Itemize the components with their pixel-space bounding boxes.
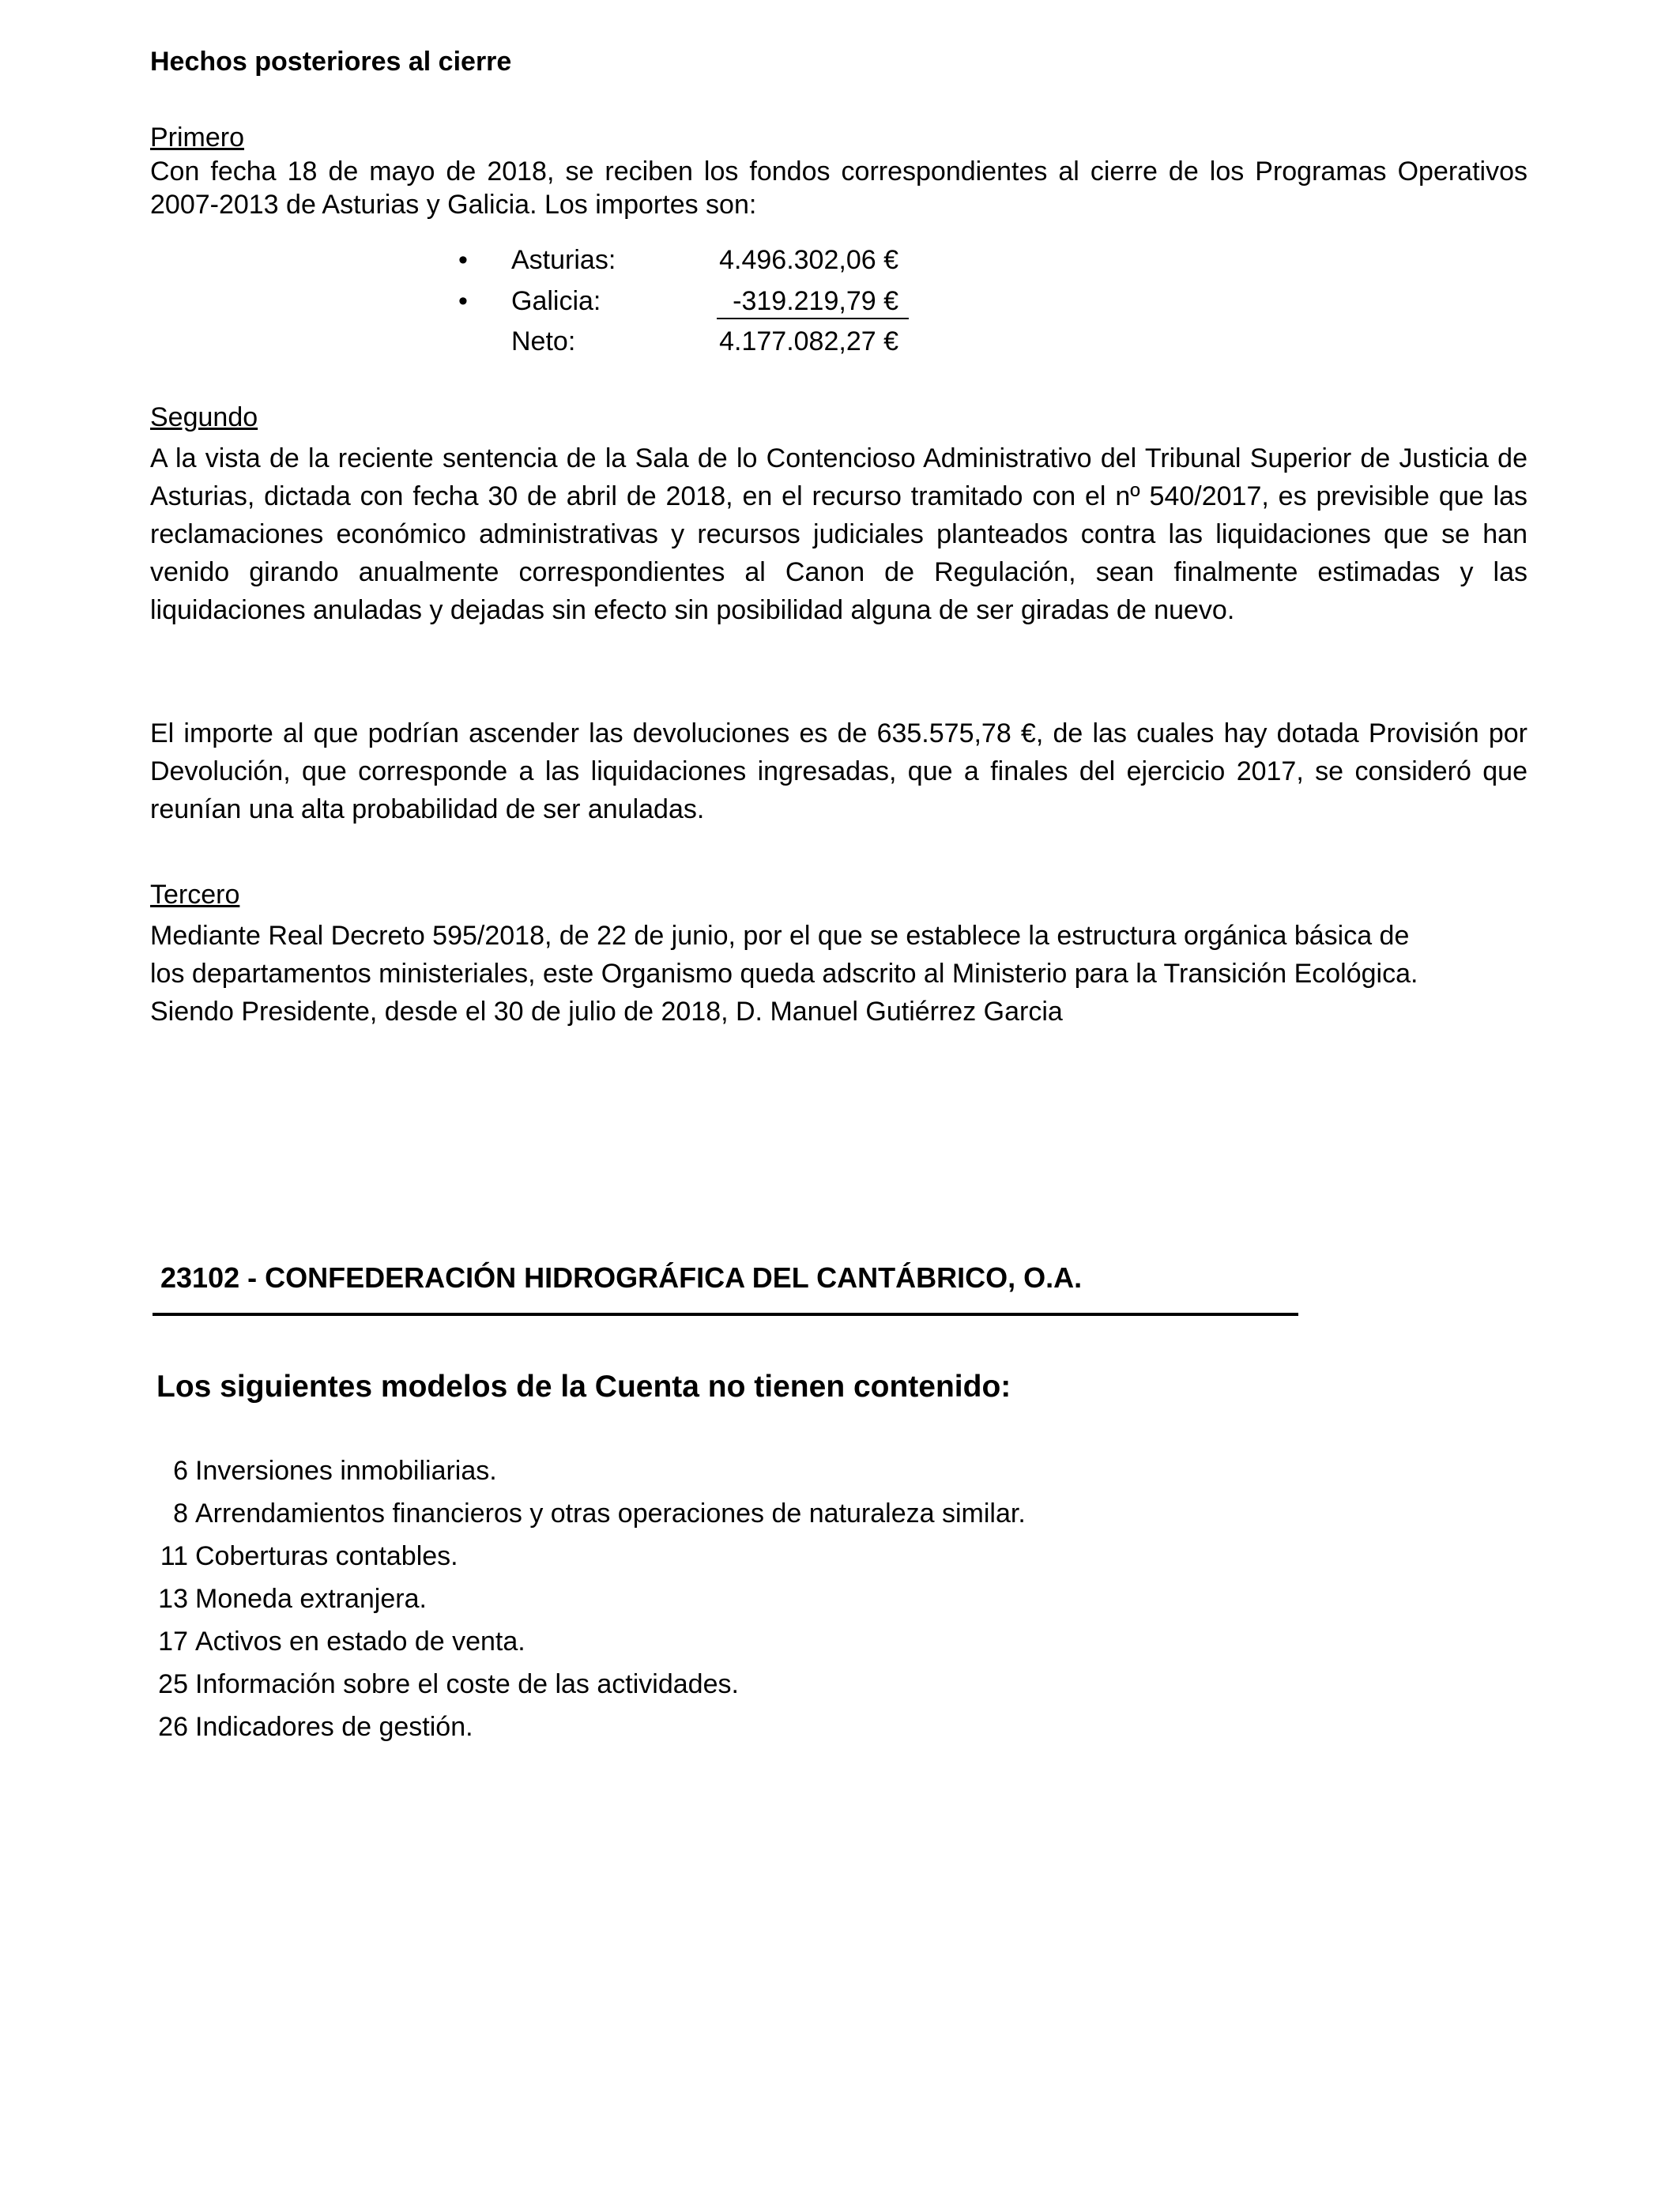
amount-row-neto [458,324,932,359]
item-number: 25 [158,1669,188,1699]
item-number: 17 [158,1627,188,1657]
heading-tercero: Tercero [150,880,240,910]
item-text: Moneda extranjera. [195,1584,427,1614]
amount-row-galicia [458,284,932,319]
bullet-icon: • [458,245,468,275]
amount-label: Asturias: [511,245,616,275]
list-item [142,1663,1026,1706]
paragraph-primero: Con fecha 18 de mayo de 2018, se reciben los fondos correspondientes al cierre de los Programas Operativos 2007-2013 de Asturias y Galicia. Los importes son: [150,156,1527,220]
list-item [142,1449,1026,1492]
amount-value: 4.177.082,27 € [719,326,898,356]
paragraph-line: los departamentos ministeriales, este Organismo queda adscrito al Ministerio para la Transición Ecológica. [150,959,1418,989]
models-list [142,1449,1026,1748]
item-number: 6 [173,1456,188,1486]
models-heading: Los siguientes modelos de la Cuenta no tienen contenido: [156,1370,1011,1404]
list-item [142,1620,1026,1663]
bullet-icon: • [458,286,468,316]
item-text: Coberturas contables. [195,1541,458,1571]
item-number: 26 [158,1712,188,1742]
amount-value: 4.496.302,06 € [719,245,898,275]
amount-row-asturias [458,243,932,277]
paragraph-segundo-1: A la vista de la reciente sentencia de la Sala de lo Contencioso Administrativo del Tribunal Superior de Justicia de Asturias, dictada con fecha 30 de abril de 2018, en el recurso tramitado con el nº 540/2017, es previsible que las reclamaciones económico administrativas y recursos judiciales planteados contra las liquidaciones que se han venido girando anualmente correspondientes al Canon de Regulación, sean finalmente estimadas y las liquidaciones anuladas y dejadas sin efecto sin posibilidad alguna de ser giradas de nuevo. [150,443,1527,625]
paragraph-tercero [150,917,1527,1031]
list-item [142,1578,1026,1620]
paragraph-segundo-2: El importe al que podrían ascender las devoluciones es de 635.575,78 €, de las cuales hay dotada Provisión por Devolución, que corresponde a las liquidaciones ingresadas, que a finales del ejercicio 2017, se consideró que reunían una alta probabilidad de ser anuladas. [150,718,1527,824]
item-text: Indicadores de gestión. [195,1712,473,1742]
paragraph-line: Siendo Presidente, desde el 30 de julio de 2018, D. Manuel Gutiérrez Garcia [150,997,1063,1027]
item-number: 8 [173,1498,188,1529]
sum-divider [717,318,909,319]
amount-label: Galicia: [511,286,601,316]
item-text: Inversiones inmobiliarias. [195,1456,497,1486]
heading-primero: Primero [150,123,245,153]
paragraph-line: Mediante Real Decreto 595/2018, de 22 de junio, por el que se establece la estructura orgánica básica de [150,921,1410,951]
item-text: Arrendamientos financieros y otras operaciones de naturaleza similar. [195,1498,1026,1529]
amount-label: Neto: [511,326,576,356]
entity-title: 23102 - CONFEDERACIÓN HIDROGRÁFICA DEL CANTÁBRICO, O.A. [160,1261,1083,1294]
list-item [142,1492,1026,1535]
amount-value: -319.219,79 € [733,286,898,316]
item-text: Activos en estado de venta. [195,1627,525,1657]
heading-segundo: Segundo [150,402,258,432]
section-title: Hechos posteriores al cierre [150,47,512,77]
list-item [142,1535,1026,1578]
item-number: 13 [158,1584,188,1614]
item-text: Información sobre el coste de las actividades. [195,1669,739,1699]
entity-divider [153,1313,1298,1316]
item-number: 11 [160,1541,188,1571]
list-item [142,1706,1026,1748]
